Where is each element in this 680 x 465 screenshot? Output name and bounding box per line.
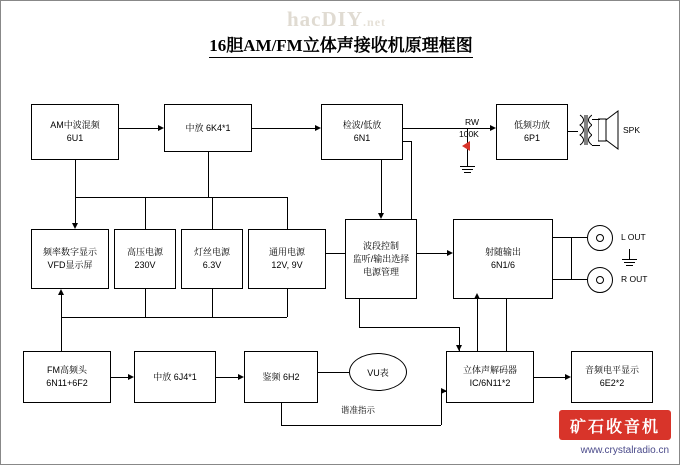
wire-ifampfm-discriminator [216, 377, 238, 378]
speaker-icon [598, 109, 622, 153]
wire-ifamp-detector [252, 128, 315, 129]
wire-power-bus-top [75, 197, 287, 198]
brand-logo-text: 矿石收音机 [569, 418, 660, 436]
rw-label: RW [465, 117, 480, 127]
transformer-icon [576, 113, 592, 149]
arrow-fmfrontend-freqdisplay [58, 289, 64, 295]
jack-r-out-inner [596, 276, 604, 284]
jack-l-out[interactable] [587, 225, 613, 251]
arrow-decoder-audiolevel [565, 374, 571, 380]
wire-disc-to-decoder-h [281, 425, 441, 426]
block-filament-supply-line-2: 6.3V [202, 260, 222, 270]
wire-out-bus [571, 237, 572, 279]
wire-cathode-lout [553, 237, 587, 238]
arrow-ammixer-freqdisplay [72, 223, 78, 229]
arrow-detector-poweramp [490, 125, 496, 131]
ground-bar-3 [464, 172, 471, 173]
block-if-amp-fm-line-1: 中放 6J4*1 [153, 371, 197, 382]
wire-rw-ground [467, 156, 468, 166]
block-stereo-decoder-line-2: IC/6N11*2 [469, 378, 511, 388]
wire-decoder-cathode [477, 299, 478, 351]
block-band-control-line-1: 波段控制 [362, 240, 399, 251]
block-fm-frontend-line-1: FM高频头 [47, 365, 87, 375]
block-fm-frontend-line-2: 6N11+6F2 [46, 378, 88, 388]
wire-cathode-rout [553, 279, 587, 280]
arrow-disc-decoder [441, 388, 447, 394]
block-stereo-decoder[interactable] [446, 351, 534, 403]
block-am-mixer[interactable] [31, 104, 119, 160]
block-audio-level-line-2: 6E2*2 [599, 378, 625, 388]
brand-logo [559, 410, 671, 440]
block-if-amp-am-line-1: 中放 6K4*1 [185, 122, 231, 133]
wire-hv-up [145, 197, 146, 229]
vu-meter [349, 353, 407, 391]
block-discriminator[interactable] [244, 351, 318, 403]
block-band-control-line-3: 电源管理 [362, 266, 399, 277]
arrow-ifampfm-discriminator [238, 374, 244, 380]
wire-detector-bandcontrol [381, 160, 382, 213]
block-freq-display-line-2: VFD显示屏 [47, 260, 93, 270]
block-band-control-line-2: 监听/输出选择 [352, 253, 410, 264]
wire-decoder-audiolevel [534, 377, 565, 378]
block-discriminator-line-1: 鉴频 6H2 [262, 371, 300, 382]
speaker-label: SPK [623, 125, 641, 135]
out-ground-bar-1 [622, 259, 637, 260]
block-band-control[interactable] [345, 219, 417, 299]
block-filament-supply-line-1: 灯丝电源 [193, 247, 230, 257]
block-audio-level-line-1: 音频电平显示 [584, 365, 639, 375]
arrow-ifamp-detector [315, 125, 321, 131]
tuning-indicator-label: 谐准指示 [341, 405, 376, 415]
ground-bar-1 [460, 166, 475, 167]
wire-power-bus-bottom-left [61, 317, 62, 327]
block-freq-display-line-1: 频率数字显示 [42, 247, 97, 257]
block-power-amp[interactable] [496, 104, 568, 160]
block-hv-supply-line-1: 高压电源 [126, 247, 163, 257]
wire-out-ground [629, 249, 630, 259]
watermark-top [287, 7, 386, 32]
jack-l-out-inner [596, 234, 604, 242]
block-stereo-decoder-line-1: 立体声解码器 [462, 365, 517, 375]
wire-decoder-in-v [441, 391, 442, 425]
jack-r-out[interactable] [587, 267, 613, 293]
wire-ifamp-powerbus [208, 152, 209, 197]
wire-ammixer-ifamp [119, 128, 158, 129]
block-general-supply[interactable] [248, 229, 326, 289]
ground-bar-2 [462, 169, 473, 170]
brand-url: www.crystalradio.cn [580, 445, 669, 456]
block-cathode-follower-line-2: 6N1/6 [490, 260, 516, 270]
rw-value-label: 100K [459, 129, 479, 139]
page-title-text: 16胆AM/FM立体声接收机原理框图 [209, 36, 472, 58]
block-general-supply-line-1: 通用电源 [268, 247, 305, 257]
arrow-ammixer-ifamp [158, 125, 164, 131]
block-power-amp-line-1: 低频功放 [513, 120, 550, 130]
out-ground-bar-3 [626, 265, 633, 266]
out-ground-bar-2 [624, 262, 635, 263]
block-cathode-follower[interactable] [453, 219, 553, 299]
block-am-mixer-line-2: 6U1 [66, 133, 84, 143]
wire-detector-right-h [403, 141, 411, 142]
wire-detector-right-down [411, 141, 412, 219]
wire-discriminator-vu [318, 372, 349, 373]
wire-hv-down [145, 289, 146, 317]
block-power-amp-line-2: 6P1 [523, 133, 540, 143]
arrow-bandcontrol-cathode [447, 250, 453, 256]
wire-fmfrontend-ifampfm [111, 377, 128, 378]
l-out-label: L OUT [621, 232, 646, 242]
block-hv-supply[interactable] [114, 229, 176, 289]
wire-cathode-decoder-2 [506, 299, 507, 351]
block-if-amp-fm[interactable] [134, 351, 216, 403]
block-fm-frontend[interactable] [23, 351, 111, 403]
arrow-detector-bandcontrol [378, 213, 384, 219]
wire-filament-down [212, 289, 213, 317]
watermark-top-text: hacDIY [287, 7, 364, 31]
block-detector-line-2: 6N1 [353, 133, 371, 143]
arrow-bandcontrol-decoder [456, 345, 462, 351]
block-am-mixer-line-1: AM中波混频 [50, 120, 100, 130]
wire-bandcontrol-down-h [359, 327, 459, 328]
block-detector[interactable] [321, 104, 403, 160]
wire-generalsupply-bandcontrol [326, 253, 345, 254]
block-hv-supply-line-2: 230V [134, 260, 156, 270]
wire-ammixer-freqdisplay [75, 160, 76, 223]
vu-meter-label: VU表 [367, 367, 389, 378]
r-out-label: R OUT [621, 274, 648, 284]
wire-bandcontrol-cathode [417, 253, 447, 254]
arrow-fmfrontend-ifampfm [128, 374, 134, 380]
page-title [1, 31, 680, 56]
wire-general-up [287, 197, 288, 229]
block-if-amp-am[interactable] [164, 104, 252, 152]
wire-disc-down [281, 403, 282, 425]
wire-bandcontrol-down [359, 299, 360, 327]
block-cathode-follower-line-1: 射随输出 [484, 247, 521, 257]
block-filament-supply[interactable] [181, 229, 243, 289]
wire-general-down [287, 289, 288, 317]
block-freq-display[interactable] [31, 229, 109, 289]
watermark-top-suffix: .net [363, 15, 387, 29]
wire-power-bus-bottom [61, 317, 287, 318]
rw-wiper-arrow [462, 141, 470, 151]
block-detector-line-1: 检波/低放 [342, 120, 382, 130]
block-general-supply-line-2: 12V, 9V [271, 260, 303, 270]
arrow-decoder-cathode [474, 293, 480, 299]
wire-filament-up [212, 197, 213, 229]
block-audio-level[interactable] [571, 351, 653, 403]
